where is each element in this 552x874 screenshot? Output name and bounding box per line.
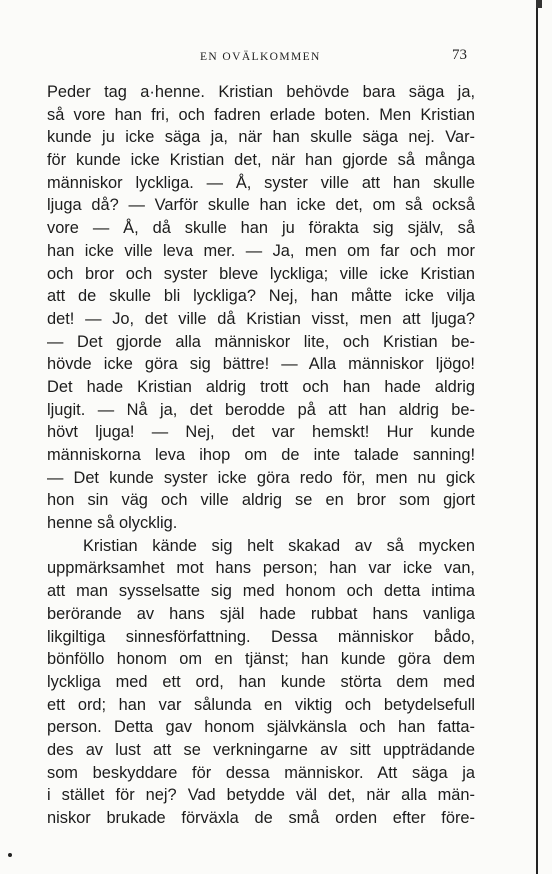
text-line: så vore han fri, och fadren erlade boten. Men Kristian	[47, 105, 475, 124]
text-line: att de skulle bli lyckliga? Nej, han måtte icke vilja	[47, 287, 475, 306]
text-line: — Det gjorde alla människor lite, och Kristian be-	[47, 332, 475, 351]
text-line: ljugit. — Nå ja, det berodde på att han aldrig be-	[47, 400, 475, 419]
page-header	[0, 47, 552, 67]
text-line: lyckliga med ett ord, han kunde störta dem med	[47, 672, 475, 691]
text-line: i stället för nej? Vad betydde väl det, när alla män-	[47, 786, 475, 805]
text-line: människor lyckliga. — Å, syster ville att han skulle	[47, 173, 475, 192]
text-line: människorna leva ihop om de inte talade sanning!	[47, 446, 475, 464]
text-line: det! — Jo, det ville då Kristian visst, men att ljuga?	[47, 309, 475, 328]
text-line: ljuga då? — Varför skulle han icke det, om så också	[47, 196, 475, 215]
text-line: för kunde icke Kristian det, när han gjorde så många	[47, 151, 475, 170]
text-line: hövde icke göra sig bättre! — Alla människor ljögo!	[47, 355, 475, 374]
running-head: EN OVÄLKOMMEN	[200, 51, 321, 63]
page-edge-rule	[536, 0, 538, 874]
text-line: som beskyddare för dessa människor. Att säga ja	[47, 763, 475, 782]
body-text	[47, 81, 475, 830]
text-line: Kristian kände sig helt skakad av så mycken	[83, 536, 475, 555]
text-line: ett ord; han var sålunda en viktig och betydelsefull	[47, 695, 475, 714]
text-line: likgiltiga sinnesförfattning. Dessa människor bådo,	[47, 627, 475, 646]
page-edge-mark	[536, 0, 542, 8]
margin-speck	[8, 853, 12, 857]
paragraph-2	[47, 535, 475, 830]
text-line: des av lust att se verkningarne av sitt uppträdande	[47, 740, 475, 759]
text-line: uppmärksamhet mot hans person; han var icke van,	[47, 559, 475, 578]
text-line: hon sin väg och ville aldrig se en bror som gjort	[47, 491, 475, 510]
text-line: bönföllo honom om en tjänst; han kunde göra dem	[47, 650, 475, 669]
text-line: Peder tag a·henne. Kristian behövde bara säga ja,	[47, 83, 475, 101]
text-line: person. Detta gav honom självkänsla och han fatta-	[47, 718, 475, 737]
paragraph-1	[47, 81, 475, 535]
text-line: berörande av hans själ hade rubbat hans vanliga	[47, 604, 475, 623]
text-line: och bror och syster bleve lyckliga; ville icke Kristian	[47, 264, 475, 283]
text-line: Det hade Kristian aldrig trott och han hade aldrig	[47, 377, 475, 396]
text-line: kunde ju icke säga ja, när han skulle säga nej. Var-	[47, 128, 475, 147]
text-line: att man sysselsatte sig med honom och detta intima	[47, 582, 475, 601]
text-line: — Det kunde syster icke göra redo för, men nu gick	[47, 468, 475, 487]
text-line: han icke ville leva mer. — Ja, men om far och mor	[47, 241, 475, 260]
text-line: niskor brukade förväxla de små orden efter före-	[47, 809, 475, 827]
text-line: vore — Å, då skulle han ju förakta sig själv, så	[47, 219, 475, 238]
text-line: henne så olycklig.	[47, 514, 178, 533]
text-line: hövt ljuga! — Nej, det var hemskt! Hur kunde	[47, 423, 475, 442]
page-number: 73	[452, 47, 467, 63]
